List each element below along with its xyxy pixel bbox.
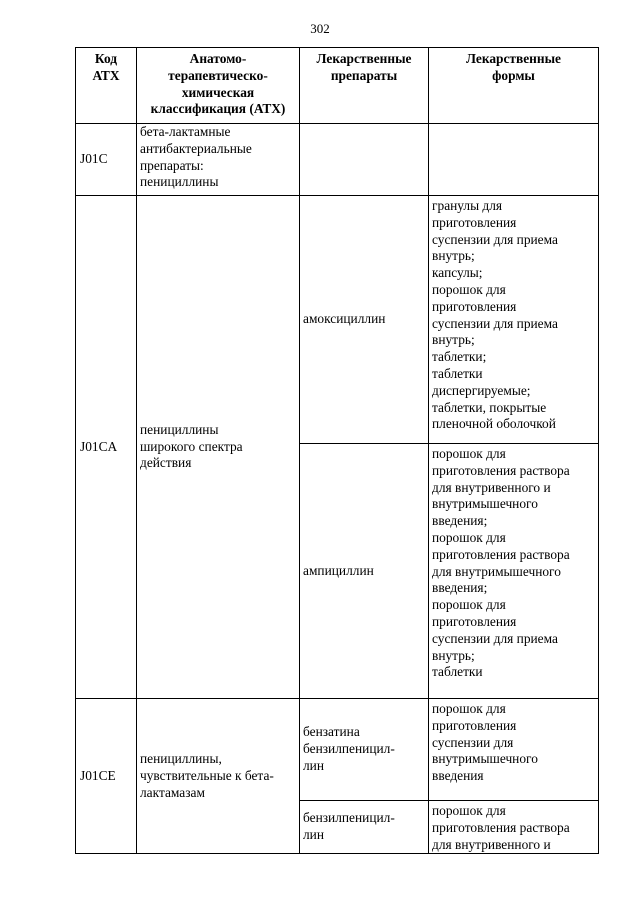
dosage-form-line: гранулы для xyxy=(432,198,503,213)
medicine-name-line: бензилпеницил- xyxy=(303,810,395,826)
classification-line: пенициллины, xyxy=(140,751,222,766)
dosage-form-line: для внутривенного и xyxy=(432,479,551,495)
classification-line: бета-лактамные xyxy=(140,124,231,139)
atc-classification-cell xyxy=(137,196,300,699)
dosage-forms-cell xyxy=(429,124,599,196)
dosage-form-line: приготовления раствора xyxy=(432,546,570,562)
classification-line: пенициллины xyxy=(140,174,219,190)
dosage-form-line: диспергируемые; xyxy=(432,382,531,398)
dosage-form-line: внутрь; xyxy=(432,647,475,663)
header-atc-code: Код АТХ xyxy=(76,48,137,124)
classification-line: пенициллины xyxy=(140,421,219,437)
table-row xyxy=(76,124,599,196)
medicine-name-line: ампициллин xyxy=(303,562,374,578)
medicine-cell xyxy=(300,124,429,196)
header-dosage-forms: Лекарственные формы xyxy=(429,48,599,124)
medicine-cell xyxy=(300,699,429,801)
classification-line: лактамазам xyxy=(140,784,205,800)
header-medicines: Лекарственные препараты xyxy=(300,48,429,124)
dosage-forms-cell xyxy=(429,196,599,444)
table-body xyxy=(76,124,599,854)
dosage-form-line: суспензии для приема xyxy=(432,315,558,331)
dosage-form-line: введения; xyxy=(432,513,488,529)
dosage-form-line: внутрь; xyxy=(432,248,475,264)
dosage-form-line: внутримышечного xyxy=(432,496,538,512)
dosage-form-line: суспензии для приема xyxy=(432,231,558,247)
dosage-form-line: таблетки, покрытые xyxy=(432,399,547,415)
medicine-name-line: амоксициллин xyxy=(303,311,386,327)
classification-line: действия xyxy=(140,455,192,471)
atc-classification-cell xyxy=(137,124,300,196)
atc-classification-cell xyxy=(137,699,300,854)
dosage-form-line: пленочной оболочкой xyxy=(432,416,556,432)
table-row xyxy=(76,699,599,801)
dosage-form-line: приготовления раствора xyxy=(432,462,570,478)
dosage-form-line: таблетки xyxy=(432,365,483,381)
dosage-forms-cell xyxy=(429,699,599,801)
atc-code-cell: J01CA xyxy=(76,196,137,699)
medicine-cell xyxy=(300,196,429,444)
dosage-form-line: порошок для xyxy=(432,803,506,818)
dosage-form-line: приготовления xyxy=(432,613,517,629)
dosage-form-line: введения; xyxy=(432,580,488,596)
table-header-row xyxy=(76,48,599,124)
atc-drug-table xyxy=(75,47,599,854)
medicine-name-line: лин xyxy=(303,757,325,773)
dosage-form-line: порошок для xyxy=(432,446,506,461)
dosage-form-line: приготовления xyxy=(432,717,517,733)
dosage-form-line: суспензии для приема xyxy=(432,630,558,646)
medicine-name-line: бензилпеницил- xyxy=(303,741,395,757)
dosage-form-line: суспензии для xyxy=(432,734,514,750)
dosage-form-line: внутримышечного xyxy=(432,751,538,767)
dosage-form-line: порошок для xyxy=(432,529,506,545)
dosage-form-line: таблетки; xyxy=(432,349,487,365)
dosage-forms-cell xyxy=(429,801,599,854)
dosage-form-line: введения xyxy=(432,768,484,784)
atc-code-cell: J01C xyxy=(76,124,137,196)
dosage-form-line: приготовления xyxy=(432,298,517,314)
medicine-cell xyxy=(300,801,429,854)
dosage-form-line: внутрь; xyxy=(432,332,475,348)
atc-code-cell: J01CE xyxy=(76,699,137,854)
dosage-form-line: капсулы; xyxy=(432,265,483,281)
dosage-form-line: порошок для xyxy=(432,597,506,613)
dosage-form-line: приготовления раствора xyxy=(432,819,570,835)
classification-line: чувствительные к бета- xyxy=(140,767,274,783)
classification-line: широкого спектра xyxy=(140,438,243,454)
dosage-form-line: для внутривенного и xyxy=(432,836,551,852)
dosage-form-line: порошок для xyxy=(432,281,506,297)
dosage-form-line: приготовления xyxy=(432,214,517,230)
page-number: 302 xyxy=(310,21,330,36)
dosage-forms-cell xyxy=(429,444,599,699)
classification-line: антибактериальные xyxy=(140,140,252,156)
classification-line: препараты: xyxy=(140,157,204,173)
medicine-name-line: лин xyxy=(303,827,325,843)
dosage-form-line: для внутримышечного xyxy=(432,563,561,579)
medicine-name-line: бензатина xyxy=(303,724,360,740)
table-row xyxy=(76,196,599,444)
medicine-cell xyxy=(300,444,429,699)
dosage-form-line: порошок для xyxy=(432,701,506,716)
header-atc-classification: Анатомо- терапевтическо- химическая классификация (АТХ) xyxy=(137,48,300,124)
dosage-form-line: таблетки xyxy=(432,664,483,680)
